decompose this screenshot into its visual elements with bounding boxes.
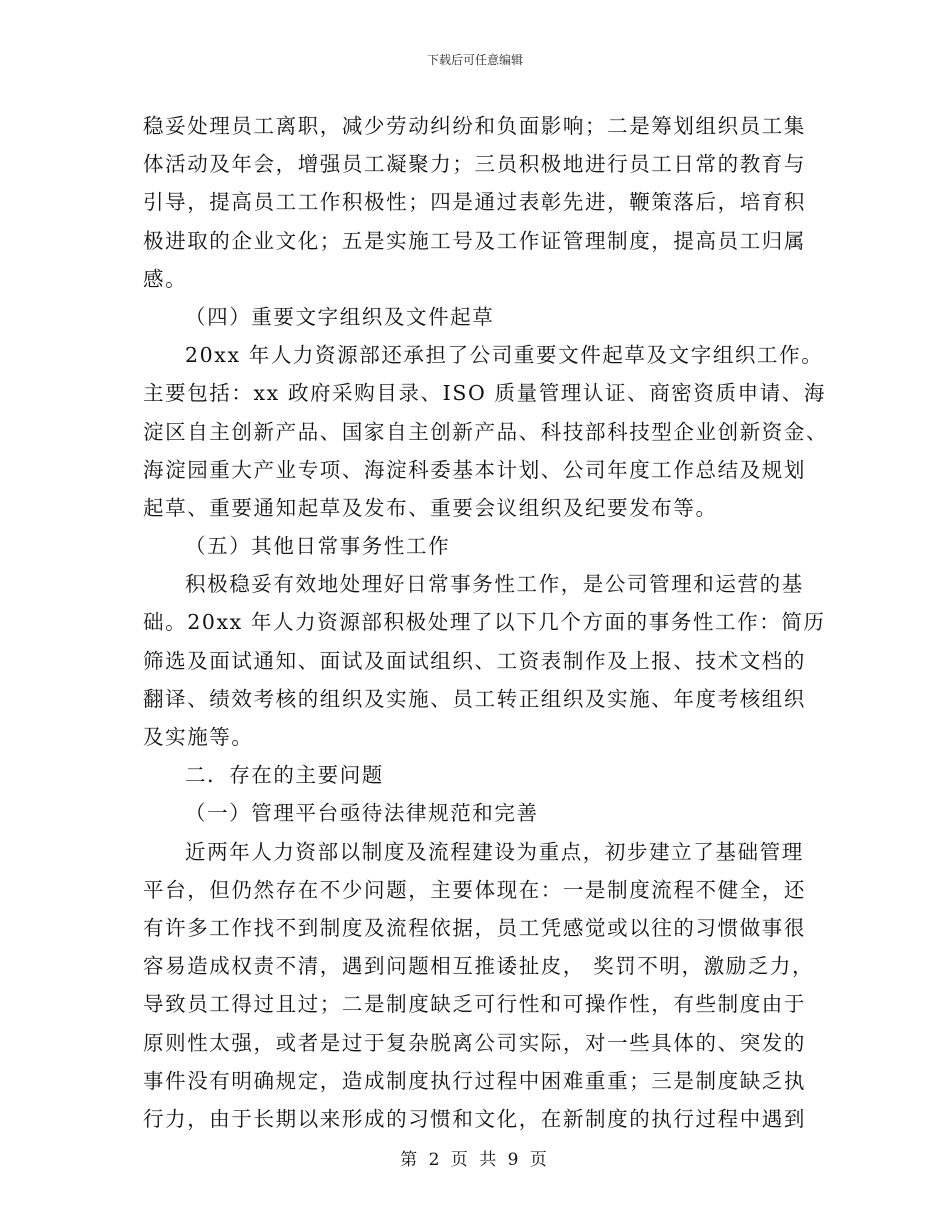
- body-line: 平台，但仍然存在不少问题，主要体现在：一是制度流程不健全，还: [143, 877, 806, 902]
- body-line: 感。: [143, 266, 188, 291]
- body-line: 行力，由于长期以来形成的习惯和文化，在新制度的执行过程中遇到: [143, 1106, 806, 1131]
- body-line: 近两年人力资部以制度及流程建设为重点，初步建立了基础管理: [185, 839, 804, 864]
- body-line: 体活动及年会，增强员工凝聚力；三员积极地进行员工日常的教育与: [143, 152, 806, 177]
- body-line: 起草、重要通知起草及发布、重要会议组织及纪要发布等。: [143, 495, 718, 520]
- body-line: 筛选及面试通知、面试及面试组织、工资表制作及上报、技术文档的: [143, 648, 806, 673]
- body-line: 淀区自主创新产品、国家自主创新产品、科技部科技型企业创新资金、: [143, 419, 829, 444]
- section-heading: （四）重要文字组织及文件起草: [185, 304, 495, 329]
- body-line: 主要包括：xx 政府采购目录、ISO 质量管理认证、商密资质申请、海: [143, 381, 827, 406]
- section-heading: （五）其他日常事务性工作: [185, 534, 451, 559]
- body-line: 及实施等。: [143, 725, 254, 749]
- body-line: 20xx 年人力资源部还承担了公司重要文件起草及文字组织工作。: [185, 343, 824, 368]
- body-line: 引导，提高员工工作积极性；四是通过表彰先进，鞭策落后，培育积: [143, 190, 806, 215]
- body-line: 海淀园重大产业专项、海淀科委基本计划、公司年度工作总结及规划: [143, 457, 806, 482]
- body-line: 导致员工得过且过；二是制度缺乏可行性和可操作性，有些制度由于: [143, 992, 806, 1017]
- body-line: 事件没有明确规定，造成制度执行过程中困难重重；三是制度缺乏执: [143, 1068, 806, 1093]
- body-line: 容易造成权责不清，遇到问题相互推诿扯皮， 奖罚不明，激励乏力，: [143, 954, 815, 979]
- chapter-heading: 二．存在的主要问题: [185, 763, 384, 788]
- section-heading: （一）管理平台亟待法律规范和完善: [185, 801, 539, 826]
- body-line: 础。20xx 年人力资源部积极处理了以下几个方面的事务性工作：简历: [143, 610, 826, 635]
- body-line: 极进取的企业文化；五是实施工号及工作证管理制度，提高员工归属: [143, 228, 806, 253]
- body-line: 原则性太强，或者是过于复杂脱离公司实际，对一些具体的、突发的: [143, 1030, 806, 1055]
- document-body: [143, 107, 829, 1138]
- body-line: 翻译、绩效考核的组织及实施、员工转正组织及实施、年度考核组织: [143, 686, 806, 711]
- body-line: 有许多工作找不到制度及流程依据，员工凭感觉或以往的习惯做事很: [143, 915, 806, 940]
- page-header: 下载后可任意编辑: [426, 53, 523, 67]
- body-line: 稳妥处理员工离职，减少劳动纠纷和负面影响；二是筹划组织员工集: [143, 114, 806, 138]
- body-line: 积极稳妥有效地处理好日常事务性工作，是公司管理和运营的基: [185, 572, 804, 597]
- page-footer: 第 2 页 共 9 页: [400, 1150, 550, 1170]
